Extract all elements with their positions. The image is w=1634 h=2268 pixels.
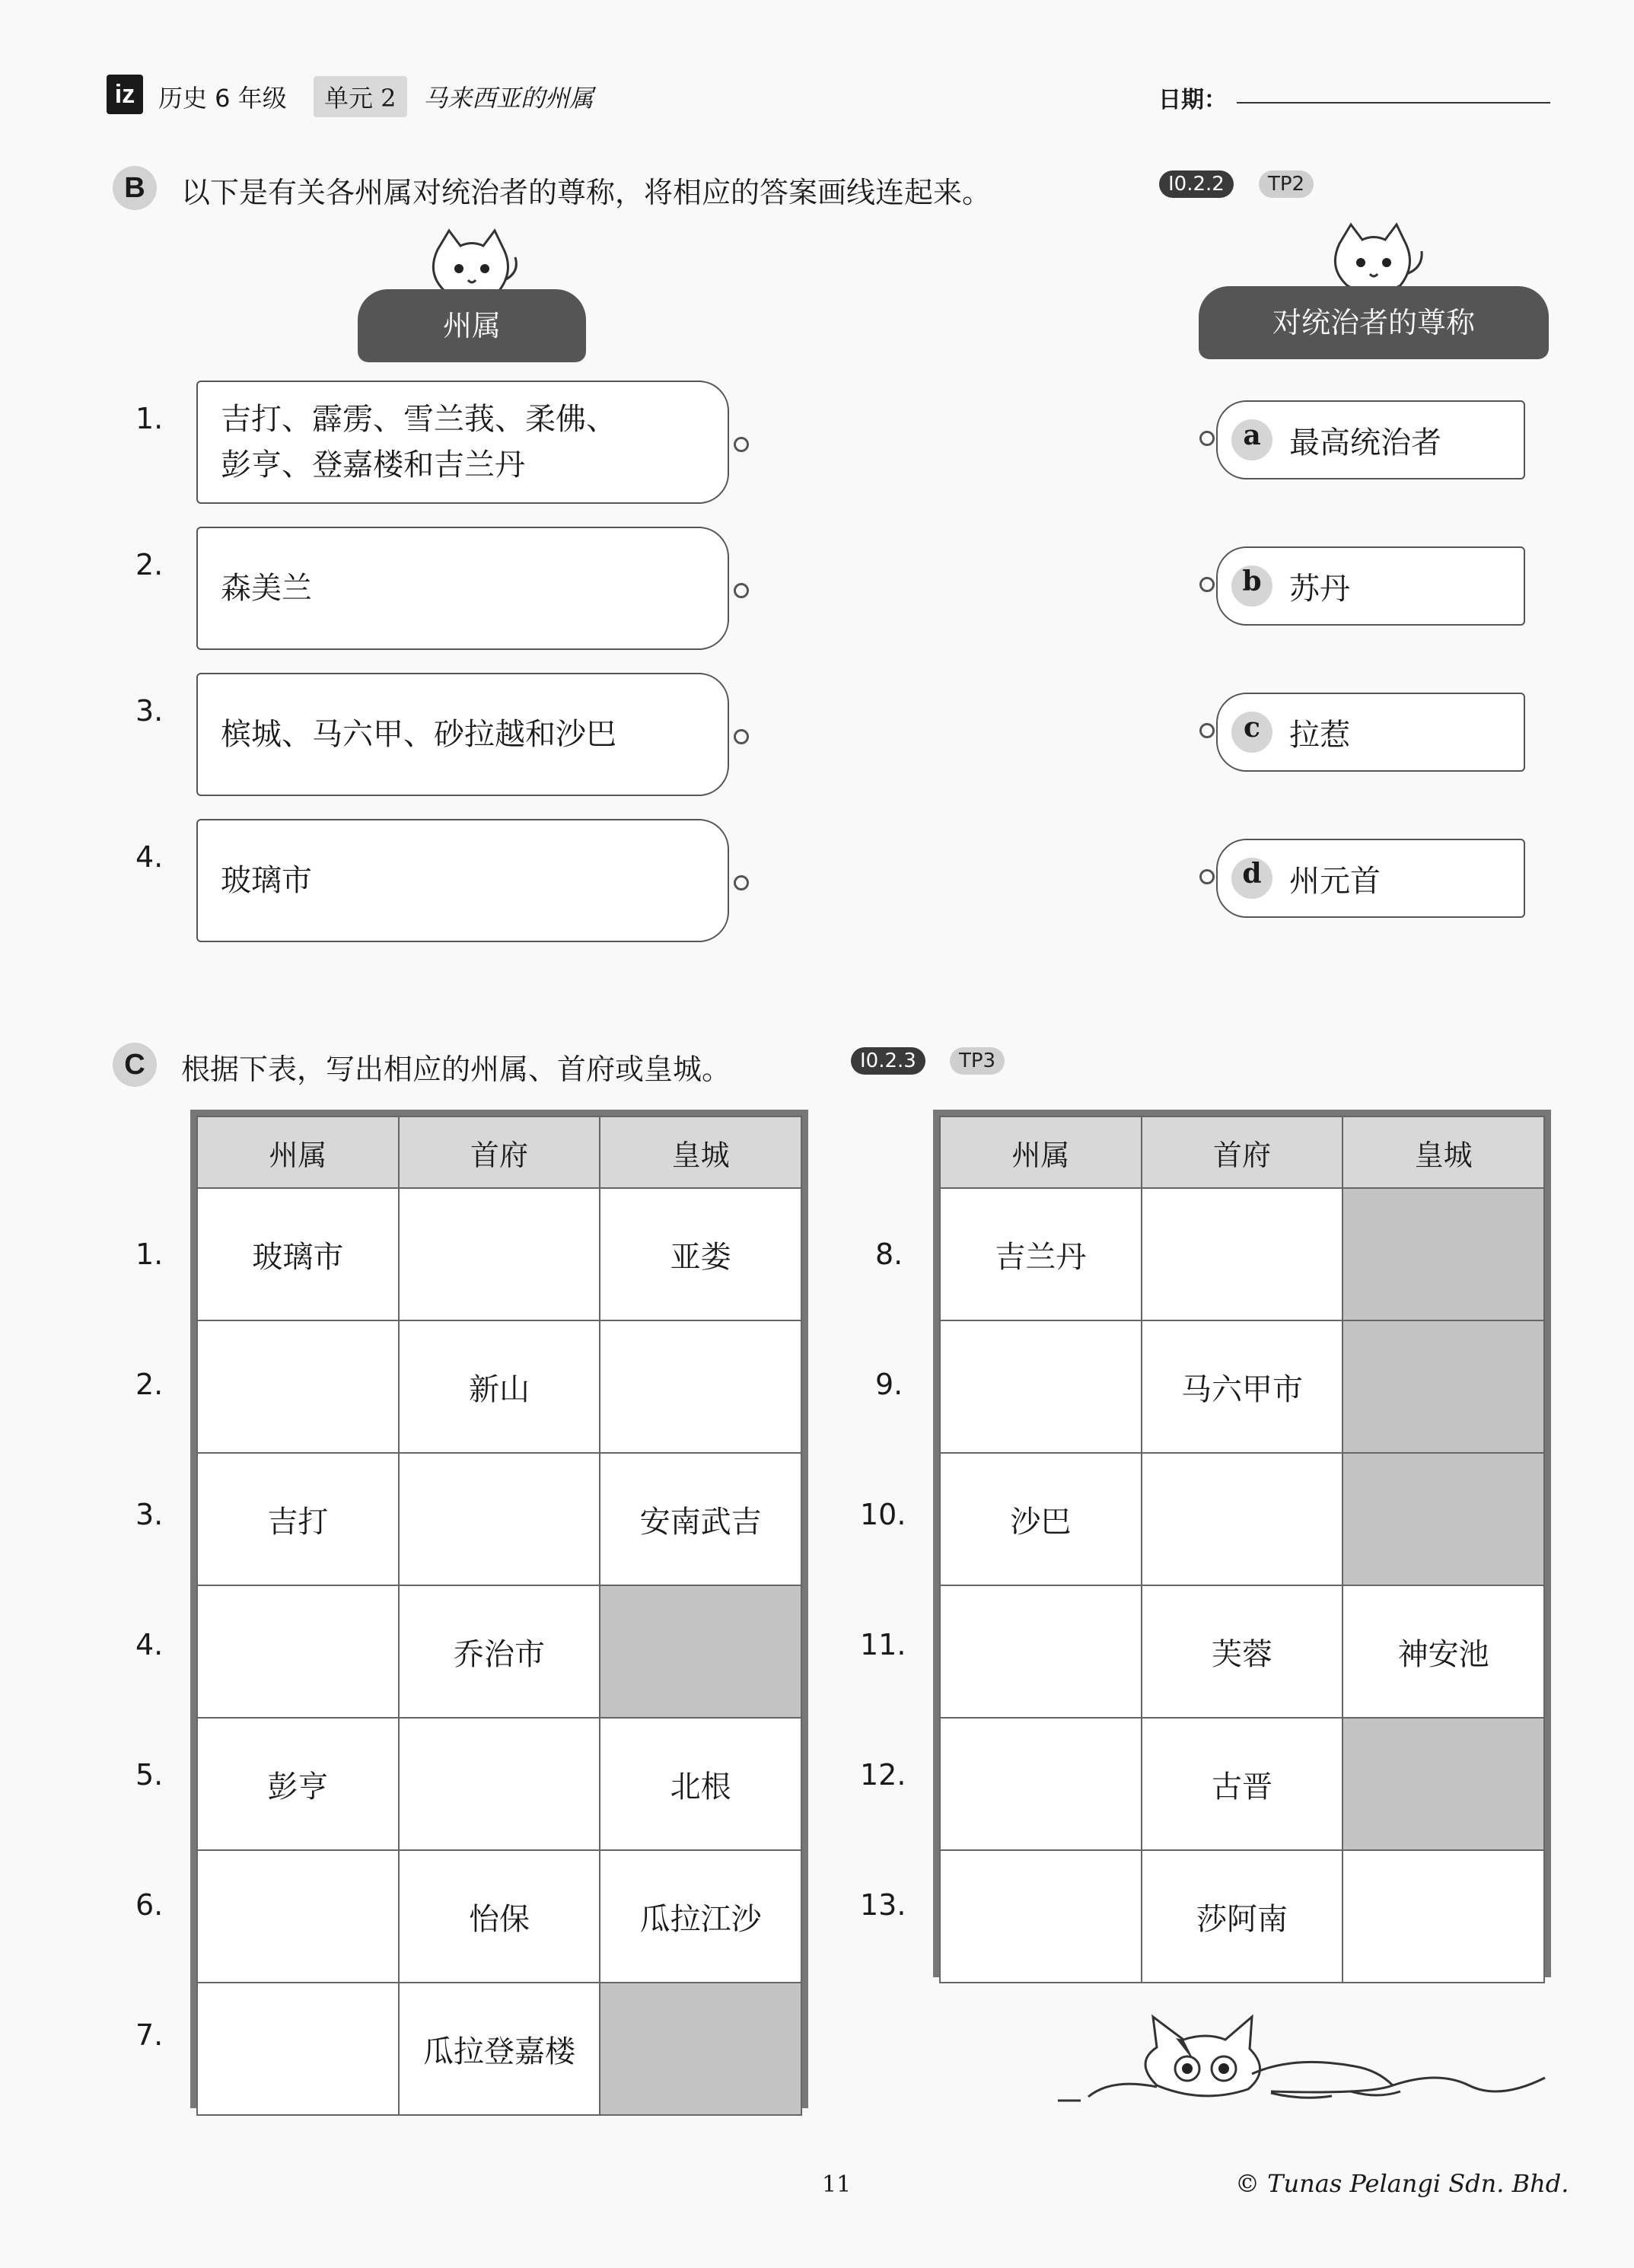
item-number: 3. bbox=[135, 694, 164, 728]
answer-cell[interactable] bbox=[399, 1453, 600, 1585]
table-cell: 神安池 bbox=[1343, 1585, 1544, 1718]
state-table-right bbox=[933, 1110, 1551, 1977]
answer-cell[interactable] bbox=[197, 1983, 399, 2115]
answer-cell[interactable] bbox=[1343, 1850, 1544, 1983]
column-header-capital: 首府 bbox=[1142, 1116, 1343, 1188]
table-row bbox=[940, 1850, 1544, 1983]
section-c-instruction: 根据下表，写出相应的州属、首府或皇城。 bbox=[181, 1053, 731, 1086]
table-cell: 瓜拉登嘉楼 bbox=[399, 1983, 600, 2115]
connect-dot[interactable] bbox=[734, 583, 749, 598]
table-cell: 北根 bbox=[600, 1718, 801, 1850]
title-option-b[interactable] bbox=[1216, 546, 1525, 626]
answer-cell[interactable] bbox=[940, 1585, 1142, 1718]
table-cell: 彭亨 bbox=[197, 1718, 399, 1850]
shaded-cell bbox=[1343, 1188, 1544, 1320]
table-row bbox=[197, 1188, 801, 1320]
table-cell: 沙巴 bbox=[940, 1453, 1142, 1585]
connect-dot[interactable] bbox=[734, 729, 749, 744]
section-c-tp: TP3 bbox=[950, 1047, 1005, 1075]
connect-dot[interactable] bbox=[1199, 431, 1215, 446]
answer-cell[interactable] bbox=[399, 1718, 600, 1850]
state-table-left bbox=[190, 1110, 808, 2108]
state-option-text: 槟城、马六甲、砂拉越和沙巴 bbox=[221, 717, 616, 752]
row-number: 8. bbox=[875, 1238, 903, 1271]
row-number: 10. bbox=[860, 1498, 906, 1531]
answer-cell[interactable] bbox=[1142, 1453, 1343, 1585]
table-row bbox=[197, 1850, 801, 1983]
section-b-tp: TP2 bbox=[1259, 170, 1314, 198]
title-option-text: 州元首 bbox=[1289, 863, 1381, 899]
answer-cell[interactable] bbox=[940, 1850, 1142, 1983]
row-number: 13. bbox=[860, 1888, 906, 1922]
row-number: 1. bbox=[135, 1238, 164, 1271]
state-option-2[interactable] bbox=[196, 527, 729, 650]
answer-cell[interactable] bbox=[1142, 1188, 1343, 1320]
table-cell: 怡保 bbox=[399, 1850, 600, 1983]
answer-cell[interactable] bbox=[399, 1188, 600, 1320]
state-option-3[interactable] bbox=[196, 673, 729, 796]
title-option-text: 拉惹 bbox=[1289, 717, 1350, 753]
table-row bbox=[197, 1718, 801, 1850]
row-number: 6. bbox=[135, 1888, 164, 1922]
table-row bbox=[197, 1320, 801, 1453]
item-number: 1. bbox=[135, 402, 164, 435]
left-column-banner: 州属 bbox=[358, 289, 586, 362]
state-option-1[interactable] bbox=[196, 381, 729, 504]
table-cell: 瓜拉江沙 bbox=[600, 1850, 801, 1983]
section-b-badge: B bbox=[113, 166, 157, 210]
item-number: 4. bbox=[135, 840, 164, 874]
item-number: 2. bbox=[135, 548, 164, 581]
table-row bbox=[197, 1983, 801, 2115]
table-cell: 安南武吉 bbox=[600, 1453, 801, 1585]
page-number: 11 bbox=[822, 2171, 852, 2198]
row-number: 7. bbox=[135, 2018, 164, 2052]
section-c-code: I0.2.3 bbox=[851, 1047, 925, 1075]
connect-dot[interactable] bbox=[1199, 577, 1215, 592]
title-option-text: 苏丹 bbox=[1289, 571, 1350, 607]
column-header-state: 州属 bbox=[197, 1116, 399, 1188]
answer-cell[interactable] bbox=[600, 1320, 801, 1453]
row-number: 4. bbox=[135, 1628, 164, 1661]
column-header-capital: 首府 bbox=[399, 1116, 600, 1188]
state-option-text: 玻璃市 bbox=[221, 863, 312, 898]
date-blank-line[interactable] bbox=[1237, 102, 1550, 104]
table-cell: 莎阿南 bbox=[1142, 1850, 1343, 1983]
column-header-royal-town: 皇城 bbox=[600, 1116, 801, 1188]
copyright: © Tunas Pelangi Sdn. Bhd. bbox=[1235, 2169, 1569, 2198]
table-cell: 芙蓉 bbox=[1142, 1585, 1343, 1718]
unit-badge: 单元 2 bbox=[314, 76, 407, 117]
row-number: 2. bbox=[135, 1368, 164, 1401]
table-row bbox=[940, 1718, 1544, 1850]
column-header-state: 州属 bbox=[940, 1116, 1142, 1188]
option-letter: b bbox=[1231, 565, 1272, 607]
shaded-cell bbox=[1343, 1320, 1544, 1453]
table-row bbox=[197, 1585, 801, 1718]
unit-title: 马来西亚的州属 bbox=[423, 84, 594, 113]
table-cell: 吉打 bbox=[197, 1453, 399, 1585]
table-row bbox=[940, 1453, 1544, 1585]
title-option-c[interactable] bbox=[1216, 693, 1525, 772]
row-number: 5. bbox=[135, 1758, 164, 1792]
answer-cell[interactable] bbox=[197, 1585, 399, 1718]
shaded-cell bbox=[600, 1983, 801, 2115]
option-letter: c bbox=[1231, 712, 1272, 753]
section-c-badge: C bbox=[113, 1043, 157, 1087]
column-header-royal-town: 皇城 bbox=[1343, 1116, 1544, 1188]
title-option-text: 最高统治者 bbox=[1289, 425, 1441, 460]
date-label: 日期： bbox=[1158, 87, 1227, 113]
state-option-text: 彭亨、登嘉楼和吉兰丹 bbox=[221, 448, 525, 483]
subject-label: 历史 6 年级 bbox=[158, 84, 287, 113]
table-cell: 新山 bbox=[399, 1320, 600, 1453]
answer-cell[interactable] bbox=[197, 1850, 399, 1983]
table-cell: 玻璃市 bbox=[197, 1188, 399, 1320]
shaded-cell bbox=[1343, 1453, 1544, 1585]
row-number: 11. bbox=[860, 1628, 906, 1661]
table-row bbox=[940, 1585, 1544, 1718]
table-cell: 乔治市 bbox=[399, 1585, 600, 1718]
title-option-a[interactable] bbox=[1216, 400, 1525, 479]
answer-cell[interactable] bbox=[197, 1320, 399, 1453]
shaded-cell bbox=[600, 1585, 801, 1718]
right-column-banner: 对统治者的尊称 bbox=[1199, 286, 1549, 359]
shaded-cell bbox=[1343, 1718, 1544, 1850]
state-option-text: 森美兰 bbox=[221, 571, 312, 606]
table-row bbox=[197, 1453, 801, 1585]
option-letter: a bbox=[1231, 419, 1272, 460]
row-number: 9. bbox=[875, 1368, 903, 1401]
connect-dot[interactable] bbox=[734, 437, 749, 452]
option-letter: d bbox=[1231, 858, 1272, 899]
connect-dot[interactable] bbox=[1199, 869, 1215, 884]
connect-dot[interactable] bbox=[734, 875, 749, 890]
lying-cat-icon bbox=[1043, 2002, 1560, 2116]
row-number: 12. bbox=[860, 1758, 906, 1792]
table-cell: 吉兰丹 bbox=[940, 1188, 1142, 1320]
answer-cell[interactable] bbox=[940, 1320, 1142, 1453]
row-number: 3. bbox=[135, 1498, 164, 1531]
state-option-4[interactable] bbox=[196, 819, 729, 942]
table-cell: 马六甲市 bbox=[1142, 1320, 1343, 1453]
connect-dot[interactable] bbox=[1199, 723, 1215, 738]
publisher-logo: iz bbox=[107, 75, 143, 114]
answer-cell[interactable] bbox=[940, 1718, 1142, 1850]
table-cell: 亚娄 bbox=[600, 1188, 801, 1320]
table-row bbox=[940, 1320, 1544, 1453]
table-cell: 古晋 bbox=[1142, 1718, 1343, 1850]
section-b-code: I0.2.2 bbox=[1159, 170, 1234, 198]
section-b-instruction: 以下是有关各州属对统治者的尊称，将相应的答案画线连起来。 bbox=[181, 176, 992, 209]
title-option-d[interactable] bbox=[1216, 839, 1525, 918]
state-option-text: 吉打、霹雳、雪兰莪、柔佛、 bbox=[221, 402, 616, 437]
table-row bbox=[940, 1188, 1544, 1320]
